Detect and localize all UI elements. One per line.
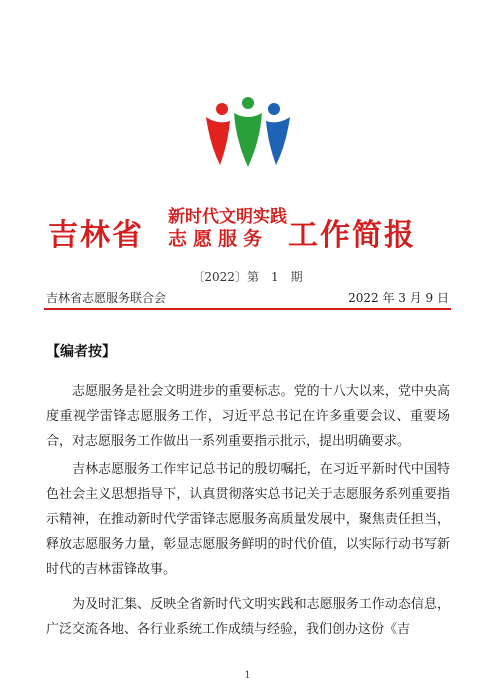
body-paragraph-2: 吉林志愿服务工作牢记总书记的殷切嘱托，在习近平新时代中国特色社会主义思想指导下，认真贯彻落实总书记关于志愿服务系列重要指示精神，在推动新时代学雷锋志愿服务高质量发展中，聚焦责任担当，释放志愿服务力量，彰显志愿服务鲜明的时代价值，以实际行动书写新时代的吉林雷锋故事。 [46, 462, 450, 577]
bulletin-banner [0, 196, 495, 258]
body-paragraph-1: 志愿服务是社会文明进步的重要标志。党的十八大以来，党中央高度重视学雷锋志愿服务工作，习近平总书记在许多重要会议、重要场合，对志愿服务工作做出一系列重要指示批示，提出明确要求。 [46, 384, 450, 449]
blue-figure-body [266, 117, 290, 165]
red-figure-body [206, 117, 230, 165]
red-figure-head [216, 103, 228, 115]
blue-figure-head [268, 103, 280, 115]
body-paragraph-3: 为及时汇集、反映全省新时代文明实践和志愿服务工作动态信息，广泛交流各地、各行业系统工作成绩与经验，我们创办这份《吉 [46, 597, 450, 637]
banner-title-left: 吉林省 [48, 218, 144, 253]
header-divider [44, 308, 451, 310]
green-figure-head [242, 97, 254, 109]
volunteer-logo-icon [200, 95, 296, 171]
volunteer-logo [200, 95, 296, 171]
publisher-name: 吉林省志愿服务联合会 [46, 291, 167, 305]
banner-title-right: 工作简报 [288, 218, 416, 253]
banner-title-mid-top: 新时代文明实践 [168, 207, 287, 227]
publish-date: 2022 年 3 月 9 日 [348, 291, 449, 305]
green-figure-body [234, 113, 262, 167]
page-number: 1 [244, 670, 251, 681]
banner-title-mid-bottom: 志愿服务 [168, 228, 269, 250]
issue-number: 〔2022〕第 1 期 [192, 270, 303, 284]
editor-note-heading: 【编者按】 [46, 344, 116, 360]
